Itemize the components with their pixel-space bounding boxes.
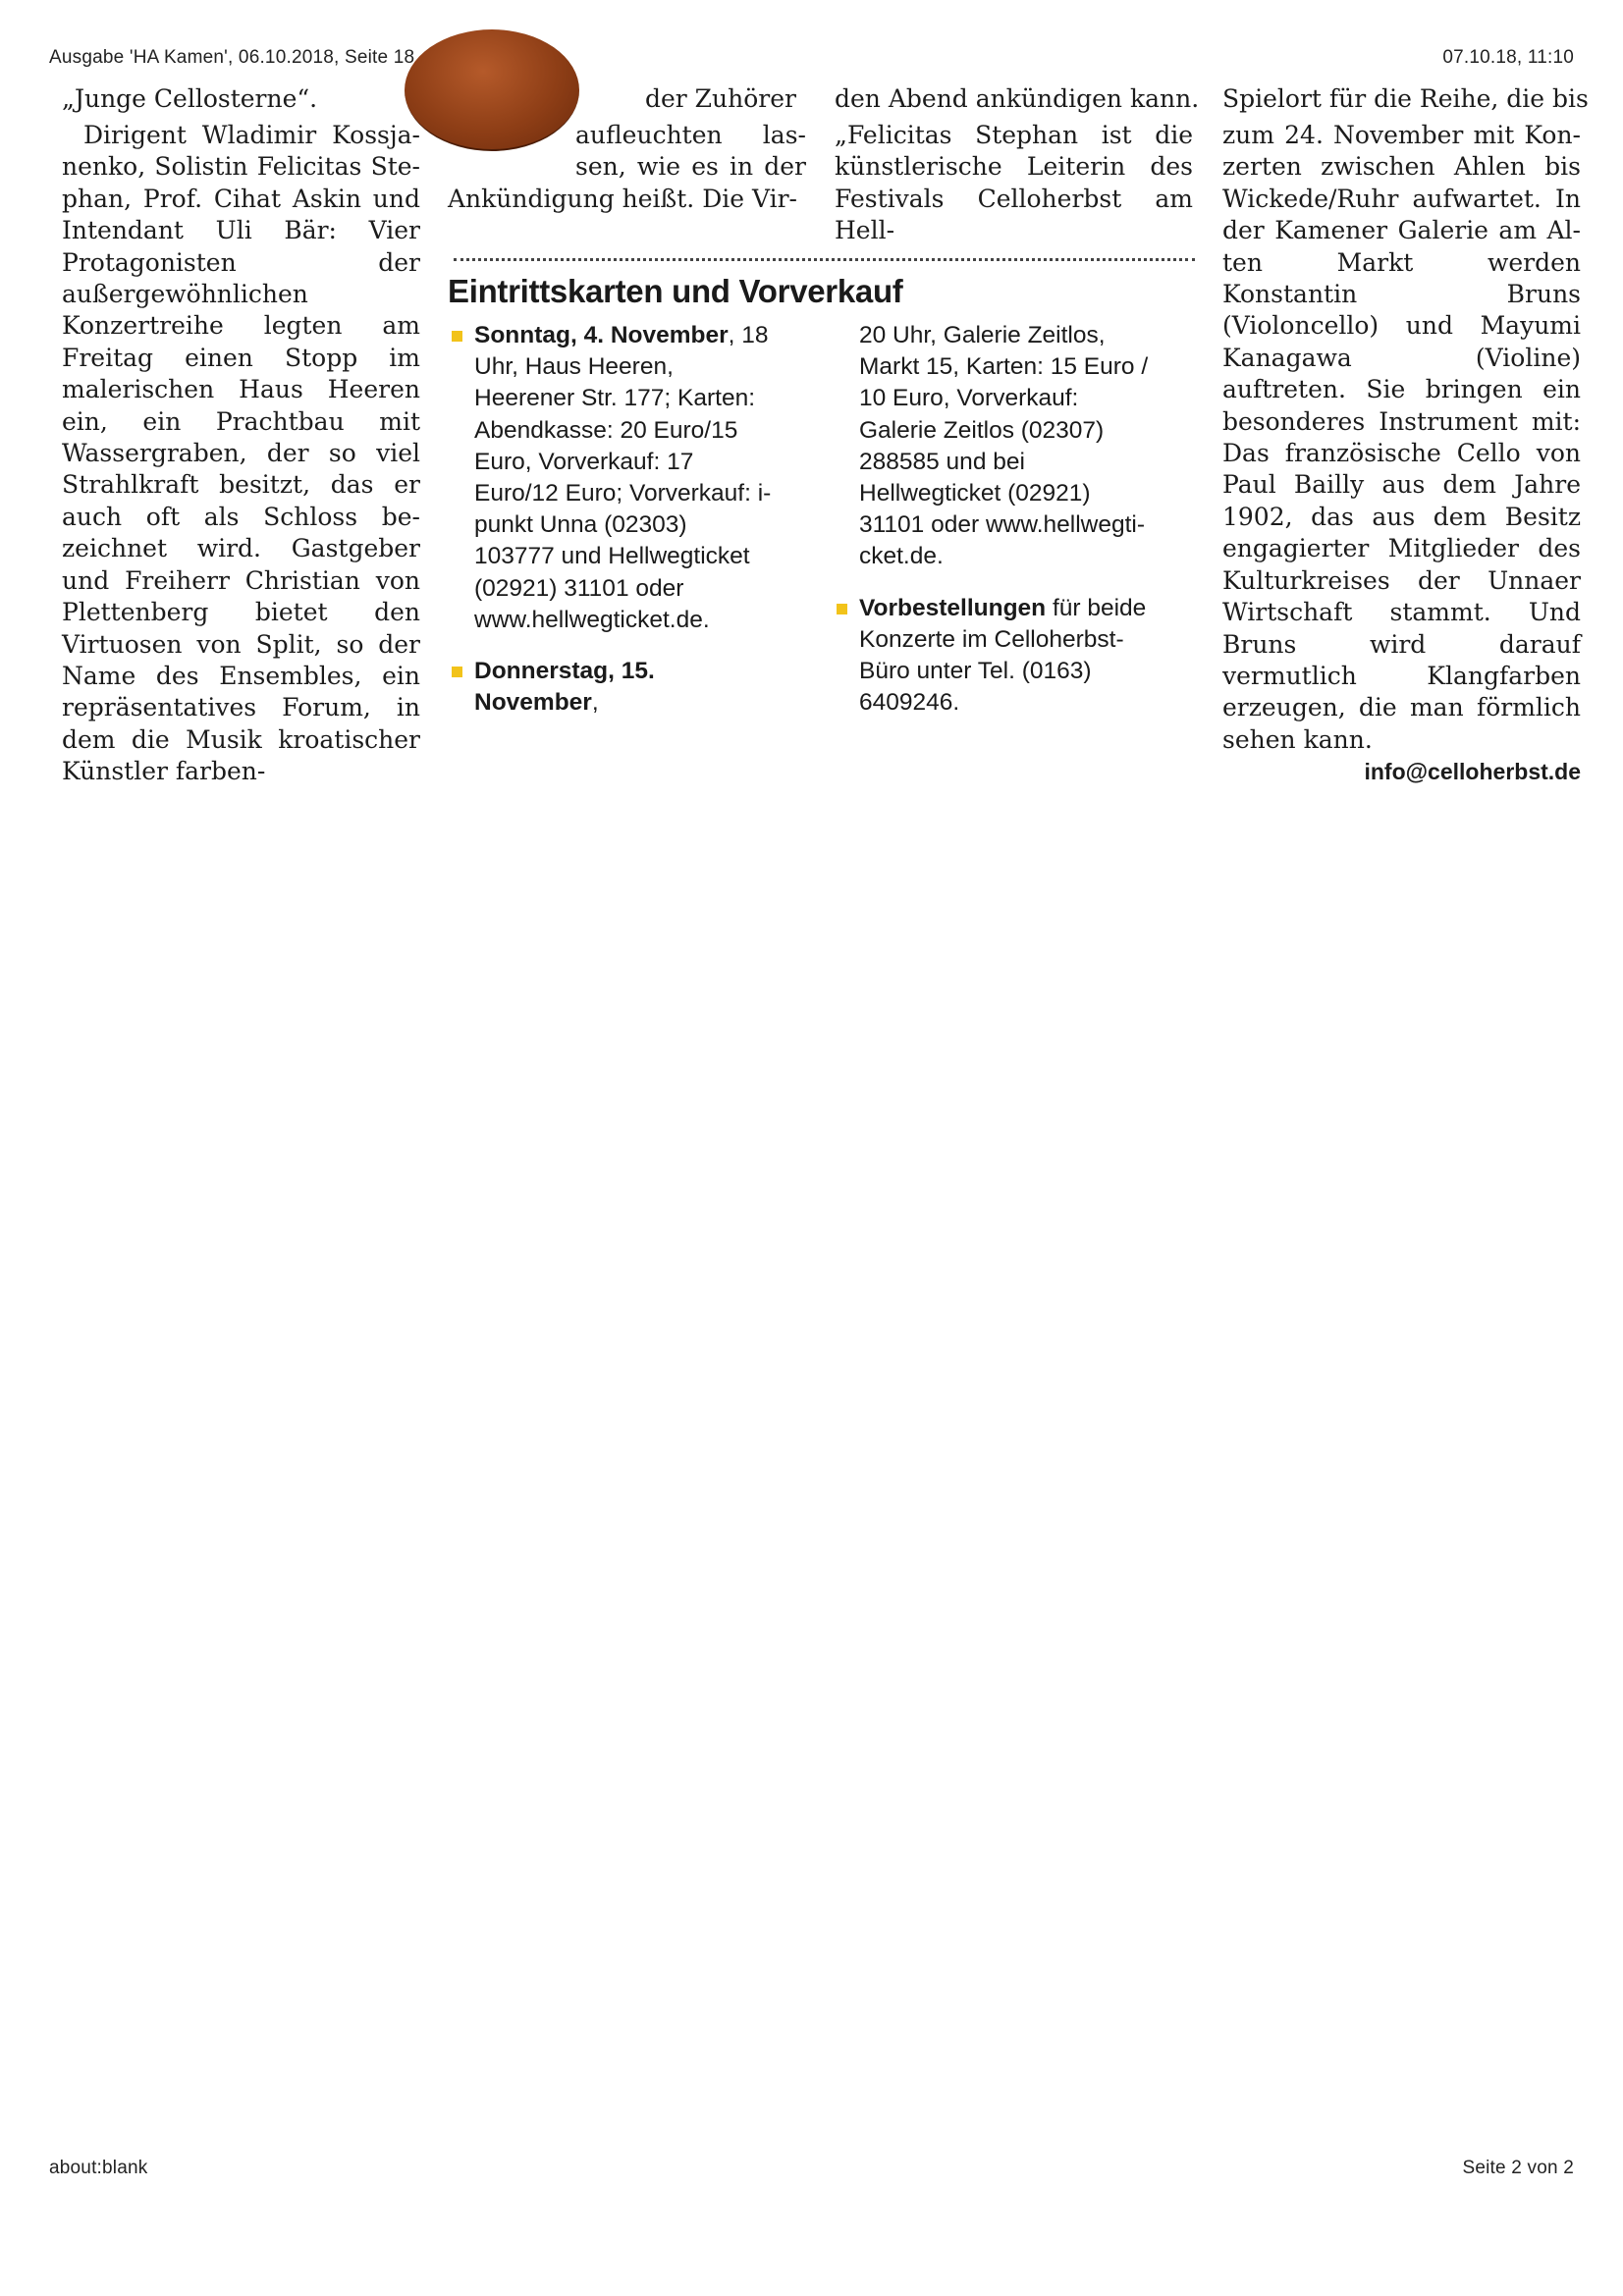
article-paragraph: aufleuchten lassen, wie es in der Ankündigung heißt. Die Vir- (448, 121, 806, 213)
article-column-1 (62, 84, 420, 788)
cut-off-line: „Junge Cellosterne“. (62, 84, 318, 113)
article-column-3 (835, 84, 1200, 247)
print-header-edition: Ausgabe 'HA Kamen', 06.10.2018, Seite 18 (49, 47, 415, 68)
bullet-square-icon (452, 667, 462, 677)
info-box-title: Eintrittskarten und Vorverkauf (448, 273, 903, 309)
entry-details: , 18 Uhr, Haus Heeren, Heerener Str. 177; Karten: Abendkasse: 20 Euro/15 Euro, Vorverkauf: 17 Euro/12 Euro; Vorverkauf: i-punkt Unna (02303) 103777 und Hellwegticket (02921) 31101 oder www.hellwegticket.de. (474, 322, 772, 633)
contact-email: info@celloherbst.de (1364, 759, 1581, 785)
ticket-entry-thursday-continued: 20 Uhr, Galerie Zeitlos, Markt 15, Karten: 15 Euro / 10 Euro, Vorverkauf: Galerie Zeitlos (02307) 288585 und bei Hellwegticket (02921) 31101 oder www.hellwegticket.de. (859, 322, 1149, 570)
info-box-column-left (448, 320, 772, 738)
print-footer (49, 2158, 1574, 2179)
print-header-timestamp: 07.10.18, 11:10 (1442, 47, 1574, 68)
ticket-entry-preorders (833, 593, 1157, 720)
entry-details: , (591, 689, 599, 717)
bullet-square-icon (452, 331, 462, 342)
cut-off-line: den Abend ankündigen kann. (835, 84, 1200, 113)
info-box-column-right (833, 320, 1157, 738)
ticket-entry-thursday (448, 656, 772, 719)
article-paragraph: Dirigent Wladimir Kossjanenko, Solistin Felicitas Stephan, Prof. Cihat Askin und Intendant Uli Bär: Vier Protagonisten der außergewöhnlichen Konzertreihe legten am Freitag einen Stopp im malerischen Haus Heeren ein, ein Prachtbau mit Wassergraben, der so viel Strahlkraft besitzt, das er auch oft als Schloss bezeichnet wird. Gastgeber und Freiherr Christian von Plettenberg bietet den Virtuosen von Split, so der Name des Ensembles, ein repräsentatives Forum, in dem die Musik kroatischer Künstler farben- (62, 121, 420, 786)
bullet-square-icon (837, 604, 847, 614)
cut-off-line: der Zuhörer (644, 84, 796, 113)
article-column-2 (448, 84, 806, 215)
print-footer-page-number: Seite 2 von 2 (1462, 2158, 1574, 2178)
entry-title: Vorbestellungen (859, 594, 1047, 621)
dotted-divider (454, 258, 1195, 261)
print-header (49, 47, 1574, 69)
print-footer-url: about:blank (49, 2158, 148, 2178)
article-paragraph: „Felicitas Stephan ist die künstlerische Leiterin des Festivals Celloherbst am Hell- (835, 121, 1193, 245)
article-column-4 (1222, 84, 1589, 788)
ticket-entry-sunday (448, 320, 772, 636)
article-paragraph: zum 24. November mit Konzerten zwischen Ahlen bis Wickede/Ruhr aufwartet. In der Kamener Galerie am Alten Markt werden Konstantin Bruns (Violoncello) und Mayumi Kanagawa (Violine) auftreten. Sie bringen ein besonderes Instrument mit: Das französische Cello von Paul Bailly aus dem Jahre 1902, das aus dem Besitz engagierter Mitglieder des Kulturkreises der Unnaer Wirtschaft stammt. Und Bruns wird darauf vermutlich Klangfarben erzeugen, die man förmlich sehen kann. info@celloherbst.de (1222, 120, 1581, 756)
entry-date: Sonntag, 4. November (474, 322, 729, 348)
entry-date: Donnerstag, 15. November (474, 658, 655, 717)
entry-details: für beide Konzerte im Celloherbst-Büro unter Tel. (0163) 6409246. (859, 594, 1147, 717)
cut-off-line: Spielort für die Reihe, die bis (1222, 84, 1589, 113)
ticket-info-box (448, 258, 1194, 717)
newspaper-clipping (59, 84, 1589, 786)
